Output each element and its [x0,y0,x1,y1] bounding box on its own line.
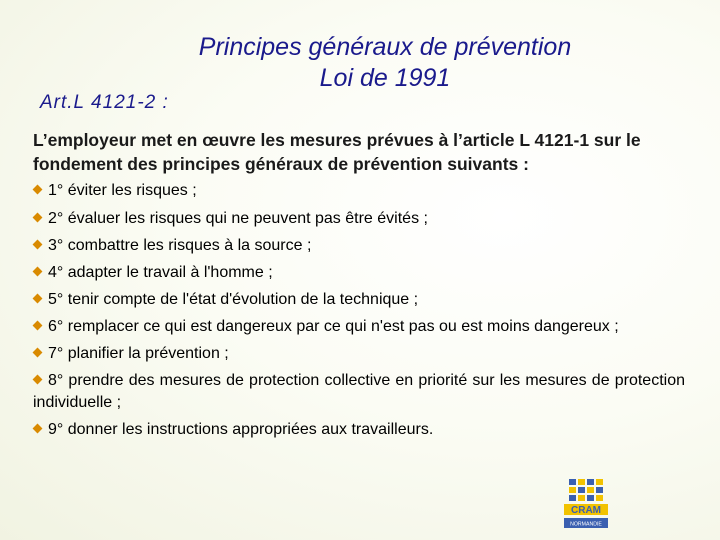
slide-title [150,32,620,94]
list-item-text: 2° évaluer les risques qui ne peuvent pas être évités ; [48,210,428,227]
diamond-bullet-icon [33,185,43,195]
intro-paragraph: L’employeur met en œuvre les mesures prévues à l’article L 4121-1 sur le fondement des principes généraux de prévention suivants : [33,130,641,174]
title-line-2: Loi de 1991 [319,64,451,92]
list-item [33,235,685,257]
list-item-text: 5° tenir compte de l'état d'évolution de la technique ; [48,291,419,308]
diamond-bullet-icon [33,321,43,331]
list-item-text: 6° remplacer ce qui est dangereux par ce qui n'est pas ou est moins dangereux ; [48,318,619,335]
list-item [33,289,685,311]
list-item-text: 9° donner les instructions appropriées aux travailleurs. [48,421,434,438]
svg-text:NORMANDIE: NORMANDIE [570,521,602,528]
diamond-bullet-icon [33,348,43,358]
diamond-bullet-icon [33,240,43,250]
svg-text:CRAM: CRAM [571,505,601,516]
list-item [33,419,685,441]
diamond-bullet-icon [33,267,43,277]
diamond-bullet-icon [33,424,43,434]
principles-list [33,180,685,441]
list-item-text: 1° éviter les risques ; [48,182,197,199]
diamond-bullet-icon [33,375,43,385]
list-item [33,262,685,284]
list-item-text: 4° adapter le travail à l'homme ; [48,264,273,281]
title-line-1: Principes généraux de prévention [198,33,572,61]
list-item [33,316,685,338]
list-item [33,343,685,365]
article-reference: Art.L 4121-2 : [40,92,169,113]
list-item [33,208,685,230]
list-item [33,370,685,414]
logo-grid [569,479,603,501]
list-item-text: 3° combattre les risques à la source ; [48,237,312,254]
list-item-text: 8° prendre des mesures de protection collective en priorité sur les mesures de protection individuelle ; [33,372,685,411]
cram-normandie-logo [560,478,612,530]
list-item [33,180,685,202]
diamond-bullet-icon [33,294,43,304]
diamond-bullet-icon [33,213,43,223]
list-item-text: 7° planifier la prévention ; [48,345,229,362]
